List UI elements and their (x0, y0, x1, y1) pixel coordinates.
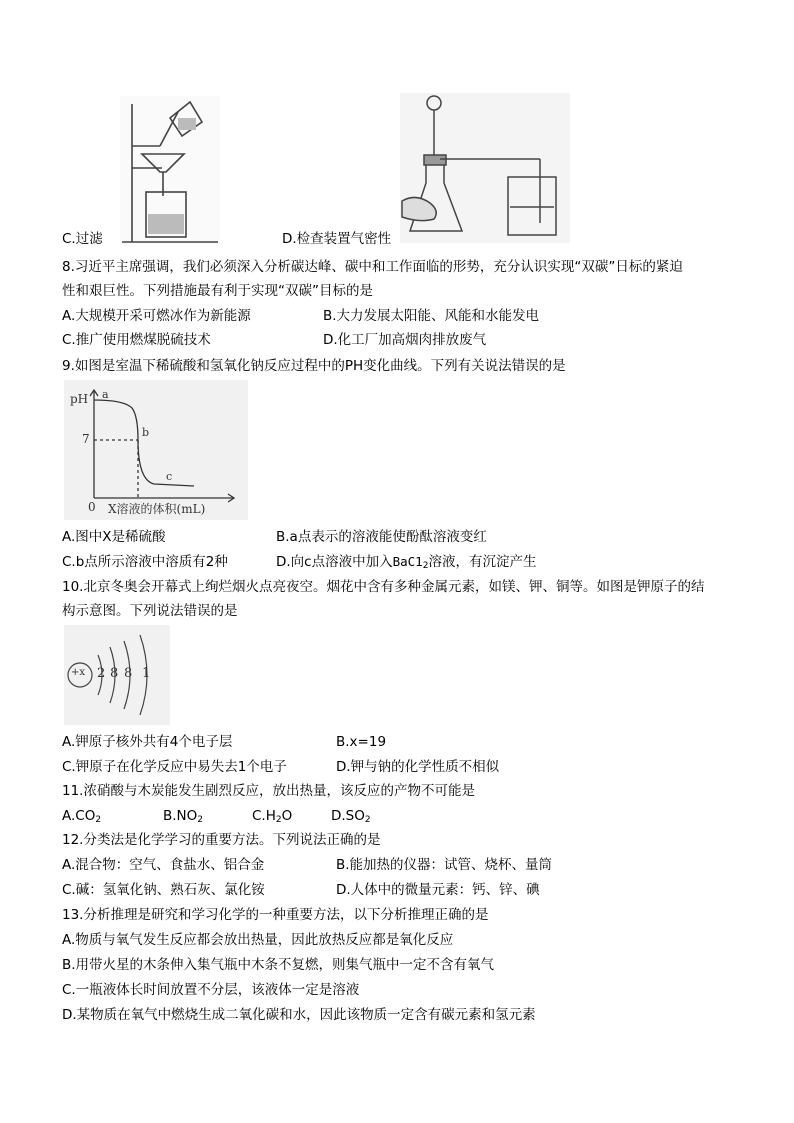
q11-option-a (62, 807, 101, 825)
q10-option-b: B.x=19 (336, 734, 387, 750)
q8-stem-line-1: 8.习近平主席强调，我们必须深入分析碳达峰、碳中和工作面临的形势，充分认识实现“双碳”日标的紧迫 (62, 259, 683, 275)
filtration-apparatus-drawing (120, 96, 220, 244)
q12-option-c: C.碱：氢氧化钠、熟石灰、氯化铵 (62, 882, 265, 898)
potassium-atom-figure (64, 625, 170, 725)
q13-option-a: A.物质与氧气发生反应都会放出热量，因此放热反应都是氧化反应 (62, 932, 454, 948)
q7-option-c: C.过滤 (62, 231, 103, 247)
ph-curve-figure (64, 380, 248, 520)
point-b-label: b (142, 426, 150, 439)
q9-option-d-pre: D.向c点溶液中加入 (276, 554, 393, 570)
q11-option-d-text: D.SO (331, 808, 365, 824)
q9-option-d-formula: BaC1 (392, 554, 423, 569)
point-a-label: a (102, 388, 109, 401)
q9-option-d-post: 溶液，有沉淀产生 (428, 554, 537, 570)
q11-option-b (163, 807, 203, 825)
q7-option-d: D.检查装置气密性 (282, 231, 392, 247)
origin-label: 0 (88, 500, 96, 514)
q11-option-c (252, 807, 292, 825)
shell-1-count: 2 (97, 666, 106, 681)
ph-curve-chart (64, 380, 248, 520)
q9-option-d-sub: 2 (422, 561, 429, 571)
q8-option-a: A.大规模开采可燃冰作为新能源 (62, 308, 251, 324)
q9-option-a: A.图中X是稀硫酸 (62, 529, 166, 545)
q11-option-c-sub: 2 (275, 815, 282, 825)
q12-option-d: D.人体中的微量元素：钙、锌、碘 (336, 882, 540, 898)
airtightness-apparatus-drawing (400, 93, 570, 243)
point-c-label: c (166, 470, 173, 483)
q9-option-d (276, 553, 536, 571)
x-axis-label: X溶液的体积(mL) (108, 502, 206, 516)
q11-option-a-text: A.CO (62, 808, 96, 824)
q11-option-b-sub: 2 (197, 815, 204, 825)
q8-option-d: D.化工厂加高烟肉排放废气 (323, 332, 487, 348)
ph-curve-line (94, 400, 194, 486)
filtration-figure (120, 96, 220, 244)
q13-option-c: C.一瓶液体长时间放置不分层，该液体一定是溶液 (62, 982, 360, 998)
q11-option-c-text: C.H (252, 808, 276, 824)
q11-option-d-sub: 2 (364, 815, 371, 825)
shell-3-count: 8 (124, 666, 133, 681)
q12-option-b: B.能加热的仪器：试管、烧杯、量筒 (336, 857, 553, 873)
ph-axis-label: pH (70, 392, 89, 406)
q9-stem: 9.如图是室温下稀硫酸和氢氧化钠反应过程中的PH变化曲线。下列有关说法错误的是 (62, 358, 566, 374)
q11-option-d (331, 807, 371, 825)
q9-option-b: B.a点表示的溶液能使酚酞溶液变红 (276, 529, 487, 545)
q11-stem: 11.浓硝酸与木炭能发生剧烈反应，放出热量，该反应的产物不可能是 (62, 783, 475, 799)
q10-option-c: C.钾原子在化学反应中易失去1个电子 (62, 759, 287, 775)
q12-stem: 12.分类法是化学学习的重要方法。下列说法正确的是 (62, 832, 381, 848)
q11-option-a-sub: 2 (95, 815, 102, 825)
q10-stem-line-1: 10.北京冬奥会开幕式上绚烂烟火点亮夜空。烟花中含有多种金属元素，如镁、钾、铜等。如图是钾原子的结 (62, 579, 705, 595)
q13-option-d: D.某物质在氧气中燃烧生成二氧化碳和水，因此该物质一定含有碳元素和氢元素 (62, 1007, 536, 1023)
q11-option-b-text: B.NO (163, 808, 198, 824)
q9-option-c: C.b点所示溶液中溶质有2种 (62, 554, 228, 570)
q8-stem-line-2: 性和艰巨性。下列措施最有利于实现“双碳”目标的是 (62, 283, 373, 299)
q11-option-c-tail: O (281, 808, 293, 824)
q10-stem-line-2: 构示意图。下列说法错误的是 (62, 603, 238, 619)
shell-2-count: 8 (110, 666, 119, 681)
shell-4-count: 1 (142, 666, 151, 681)
q13-stem: 13.分析推理是研究和学习化学的一种重要方法，以下分析推理正确的是 (62, 907, 489, 923)
q8-option-b: B.大力发展太阳能、风能和水能发电 (323, 308, 540, 324)
q8-option-c: C.推广使用燃煤脱硫技术 (62, 332, 211, 348)
ph7-tick-label: 7 (82, 432, 90, 446)
nucleus-label: +x (71, 667, 86, 678)
q13-option-b: B.用带火星的木条伸入集气瓶中木条不复燃，则集气瓶中一定不含有氧气 (62, 957, 495, 973)
q10-option-d: D.钾与钠的化学性质不相似 (336, 759, 500, 775)
q10-option-a: A.钾原子核外共有4个电子层 (62, 734, 233, 750)
airtightness-figure (400, 93, 570, 243)
q12-option-a: A.混合物：空气、食盐水、铝合金 (62, 857, 265, 873)
